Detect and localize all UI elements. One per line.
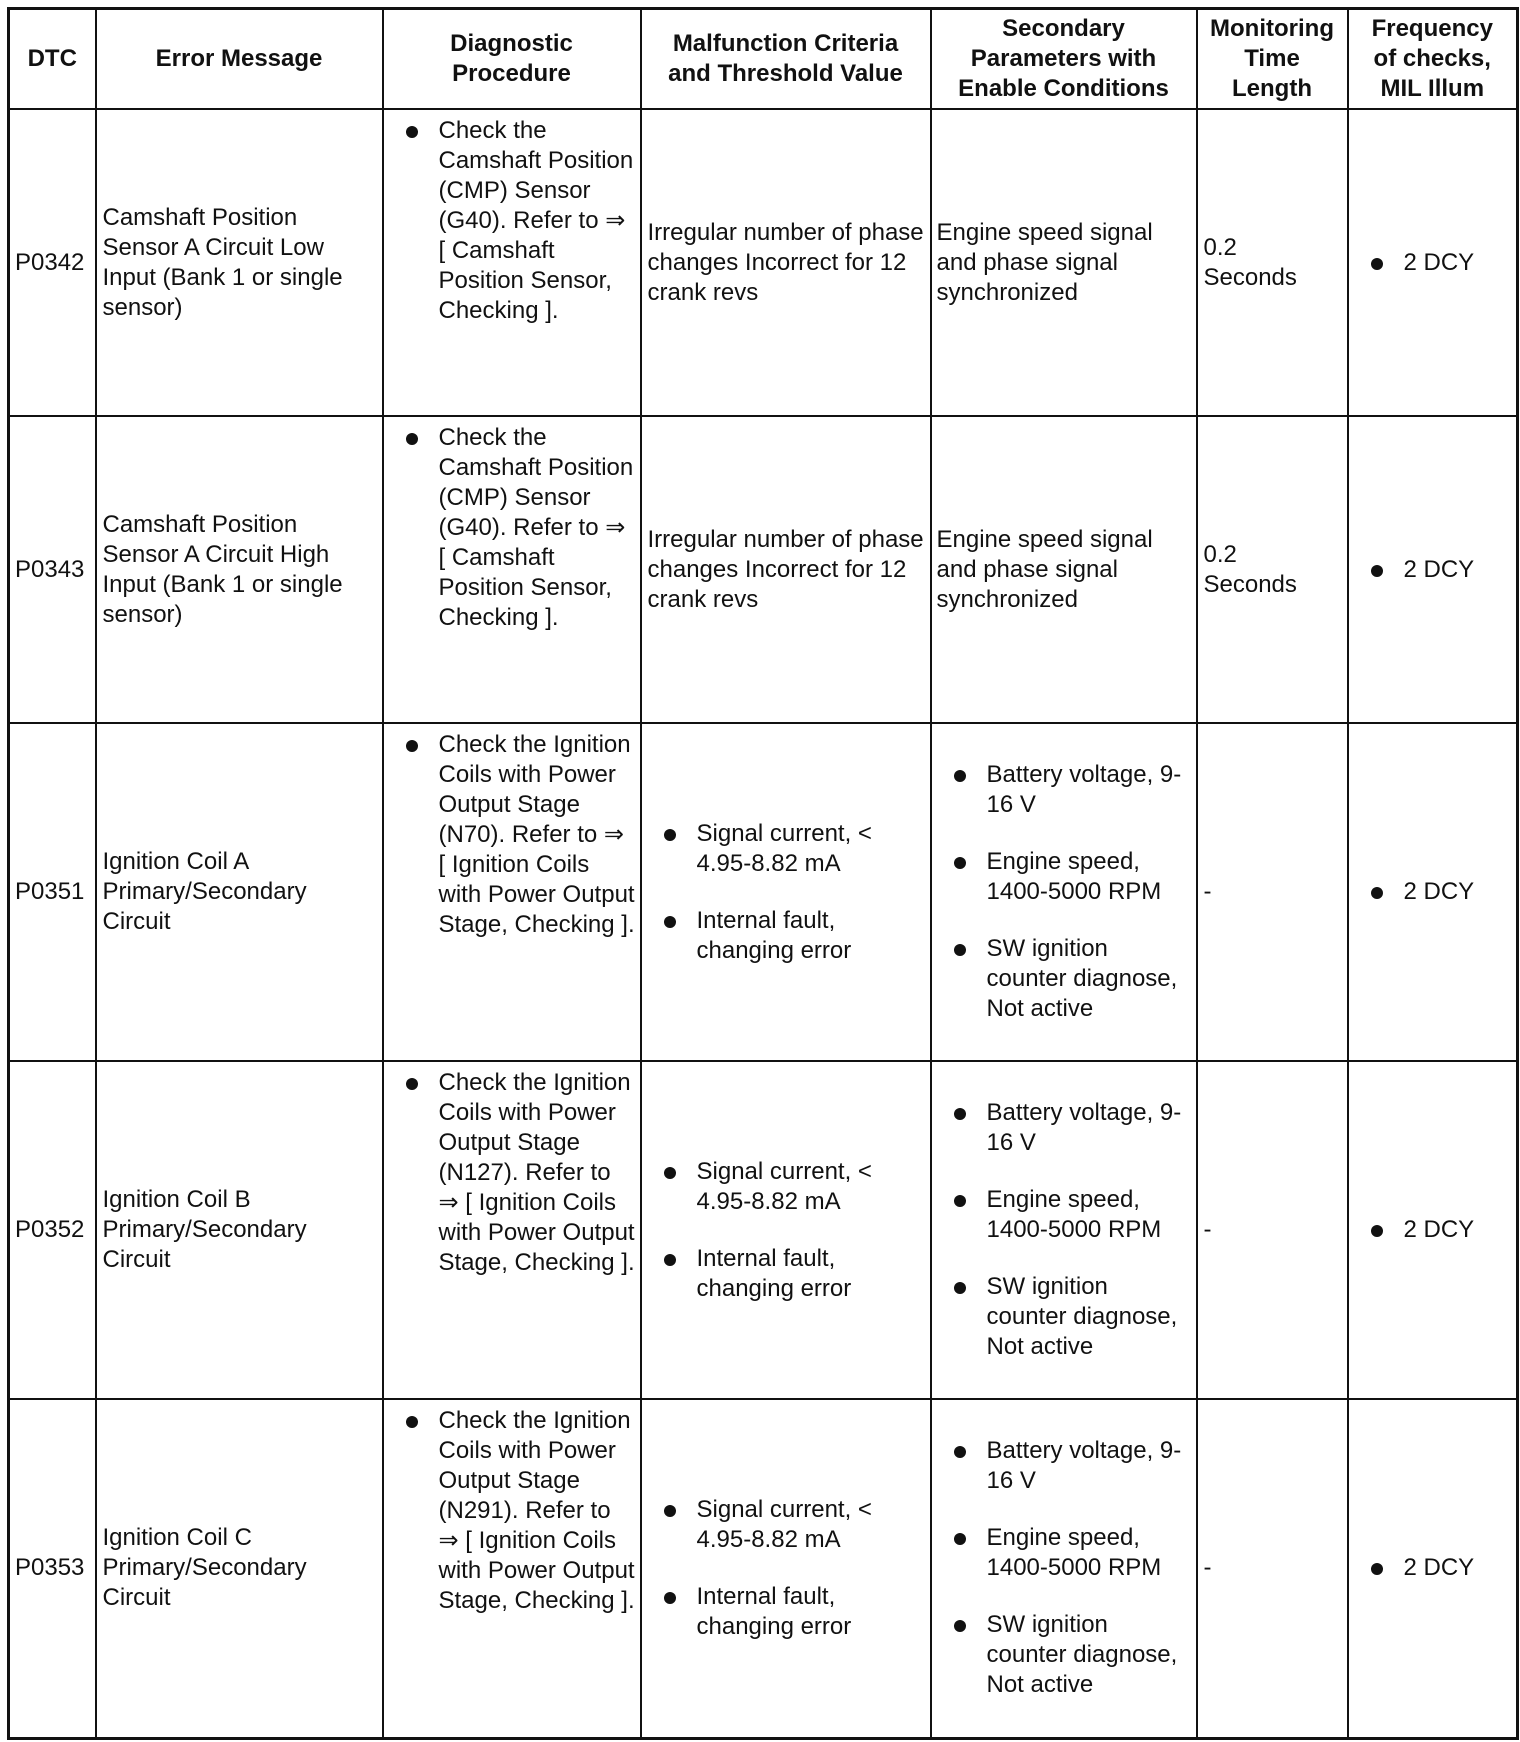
bullet-icon: [406, 126, 418, 138]
frequency: [1348, 109, 1518, 416]
frequency-text: 2 DCY: [1403, 878, 1475, 905]
bullet-item: [406, 116, 636, 326]
bullet-item: [954, 1523, 1192, 1583]
malfunction-text: Internal fault, changing error: [696, 1244, 852, 1302]
monitoring-time: [1197, 416, 1348, 723]
bullet-icon: [406, 433, 418, 445]
frequency: [1348, 1399, 1518, 1738]
bullet-icon: [664, 1505, 676, 1517]
bullet-item: [954, 1272, 1192, 1362]
bullet-icon: [954, 1108, 966, 1120]
bullet-item: [954, 760, 1192, 820]
error-message: Ignition Coil A Primary/Secondary Circuit: [96, 723, 383, 1061]
monitoring-time-text: 0.2 Seconds: [1203, 540, 1297, 598]
monitoring-time: -: [1197, 1061, 1348, 1399]
error-message: Ignition Coil C Primary/Secondary Circuit: [96, 1399, 383, 1738]
bullet-icon: [664, 916, 676, 928]
secondary-parameters: Engine speed signal and phase signal synchronized: [931, 416, 1197, 723]
monitoring-time: -: [1197, 1399, 1348, 1738]
secondary-parameters: [931, 723, 1197, 1061]
malfunction-criteria: [641, 1399, 931, 1738]
table-row: [9, 1061, 1518, 1399]
frequency: [1348, 1061, 1518, 1399]
bullet-item: [406, 730, 636, 940]
dtc-code: P0343: [9, 416, 96, 723]
bullet-item: [664, 1582, 926, 1642]
procedure-text: Check the Camshaft Position (CMP) Sensor (G40). Refer to ⇒ [ Camshaft Position Sensor, Checking ].: [438, 117, 634, 324]
secondary-parameters: [931, 1399, 1197, 1738]
bullet-icon: [954, 944, 966, 956]
secondary-text: Battery voltage, 9-16 V: [986, 1437, 1182, 1495]
bullet-icon: [406, 740, 418, 752]
bullet-icon: [954, 857, 966, 869]
header-monitoring-time: Monitoring Time Length: [1197, 9, 1348, 110]
frequency-text: 2 DCY: [1403, 555, 1475, 583]
secondary-parameters: Engine speed signal and phase signal synchronized: [931, 109, 1197, 416]
frequency-text: 2 DCY: [1403, 248, 1475, 276]
header-malfunction-criteria: Malfunction Criteria and Threshold Value: [641, 9, 931, 110]
procedure-text: Check the Ignition Coils with Power Output Stage (N291). Refer to ⇒ [ Ignition Coils with Power Output Stage, Checking ].: [438, 1407, 635, 1614]
bullet-icon: [954, 1446, 966, 1458]
bullet-item: [664, 1157, 926, 1217]
error-message: Camshaft Position Sensor A Circuit Low Input (Bank 1 or single sensor): [96, 109, 383, 416]
malfunction-criteria: Irregular number of phase changes Incorrect for 12 crank revs: [641, 416, 931, 723]
malfunction-criteria: Irregular number of phase changes Incorrect for 12 crank revs: [641, 109, 931, 416]
secondary-text: Battery voltage, 9-16 V: [986, 761, 1182, 818]
monitoring-time: [1197, 109, 1348, 416]
bullet-item: [406, 423, 636, 633]
secondary-text: SW ignition counter diagnose, Not active: [986, 1611, 1178, 1699]
bullet-icon: [1371, 887, 1383, 899]
secondary-parameters: [931, 1061, 1197, 1399]
table-row: [9, 416, 1518, 723]
secondary-text: Engine speed, 1400-5000 RPM: [986, 1186, 1162, 1243]
bullet-item: [664, 819, 926, 879]
header-secondary-parameters: Secondary Parameters with Enable Conditions: [931, 9, 1197, 110]
bullet-icon: [406, 1416, 418, 1428]
table-row: [9, 723, 1518, 1061]
diagnostic-procedure: [383, 109, 641, 416]
bullet-item: [954, 1610, 1192, 1700]
monitoring-time-text: 0.2 Seconds: [1203, 233, 1297, 291]
bullet-icon: [954, 770, 966, 782]
dtc-table: [7, 7, 1519, 1740]
bullet-icon: [954, 1195, 966, 1207]
bullet-item: [954, 847, 1192, 907]
table-row: [9, 1399, 1518, 1738]
bullet-item: [954, 1098, 1192, 1158]
procedure-text: Check the Ignition Coils with Power Output Stage (N127). Refer to ⇒ [ Ignition Coils with Power Output Stage, Checking ].: [438, 1069, 635, 1276]
bullet-item: [664, 1244, 926, 1304]
frequency-text: 2 DCY: [1403, 1216, 1475, 1243]
secondary-text: SW ignition counter diagnose, Not active: [986, 1273, 1178, 1360]
bullet-icon: [406, 1078, 418, 1090]
malfunction-text: Internal fault, changing error: [696, 1582, 852, 1640]
bullet-item: [1371, 248, 1517, 278]
bullet-item: [1371, 555, 1517, 585]
bullet-icon: [664, 829, 676, 841]
malfunction-text: Signal current, < 4.95-8.82 mA: [696, 1495, 872, 1553]
error-message: Camshaft Position Sensor A Circuit High Input (Bank 1 or single sensor): [96, 416, 383, 723]
malfunction-text: Signal current, < 4.95-8.82 mA: [696, 819, 872, 877]
bullet-item: [664, 1495, 926, 1555]
bullet-item: [1371, 877, 1517, 907]
bullet-icon: [1371, 258, 1383, 270]
bullet-icon: [664, 1254, 676, 1266]
bullet-item: [406, 1068, 636, 1278]
bullet-item: [406, 1406, 636, 1616]
bullet-item: [954, 934, 1192, 1024]
table-row: [9, 109, 1518, 416]
diagnostic-procedure: [383, 1399, 641, 1738]
frequency-text: 2 DCY: [1403, 1554, 1475, 1582]
bullet-item: [954, 1436, 1192, 1496]
header-frequency: Frequency of checks, MIL Illum: [1348, 9, 1518, 110]
malfunction-criteria: [641, 1061, 931, 1399]
header-dtc: DTC: [9, 9, 96, 110]
dtc-code: P0351: [9, 723, 96, 1061]
bullet-icon: [954, 1533, 966, 1545]
bullet-icon: [1371, 1563, 1383, 1575]
bullet-item: [664, 906, 926, 966]
header-diagnostic-procedure: Diagnostic Procedure: [383, 9, 641, 110]
malfunction-text: Internal fault, changing error: [696, 906, 852, 964]
bullet-icon: [664, 1167, 676, 1179]
malfunction-text: Signal current, < 4.95-8.82 mA: [696, 1157, 872, 1215]
bullet-icon: [664, 1592, 676, 1604]
header-error-message: Error Message: [96, 9, 383, 110]
procedure-text: Check the Camshaft Position (CMP) Sensor (G40). Refer to ⇒ [ Camshaft Position Sensor, Checking ].: [438, 424, 634, 631]
dtc-code: P0342: [9, 109, 96, 416]
bullet-icon: [1371, 565, 1383, 577]
diagnostic-procedure: [383, 416, 641, 723]
frequency: [1348, 723, 1518, 1061]
bullet-item: [1371, 1553, 1517, 1583]
procedure-text: Check the Ignition Coils with Power Output Stage (N70). Refer to ⇒ [ Ignition Coils with Power Output Stage, Checking ].: [438, 731, 635, 938]
diagnostic-procedure: [383, 723, 641, 1061]
diagnostic-procedure: [383, 1061, 641, 1399]
malfunction-criteria: [641, 723, 931, 1061]
bullet-icon: [954, 1620, 966, 1632]
bullet-item: [954, 1185, 1192, 1245]
bullet-item: [1371, 1215, 1517, 1245]
secondary-text: Engine speed, 1400-5000 RPM: [986, 848, 1162, 905]
bullet-icon: [954, 1282, 966, 1294]
frequency: [1348, 416, 1518, 723]
monitoring-time: -: [1197, 723, 1348, 1061]
dtc-code: P0352: [9, 1061, 96, 1399]
secondary-text: Battery voltage, 9-16 V: [986, 1099, 1182, 1156]
header-row: [9, 9, 1518, 110]
secondary-text: SW ignition counter diagnose, Not active: [986, 935, 1178, 1022]
dtc-code: P0353: [9, 1399, 96, 1738]
error-message: Ignition Coil B Primary/Secondary Circuit: [96, 1061, 383, 1399]
bullet-icon: [1371, 1225, 1383, 1237]
secondary-text: Engine speed, 1400-5000 RPM: [986, 1524, 1162, 1582]
